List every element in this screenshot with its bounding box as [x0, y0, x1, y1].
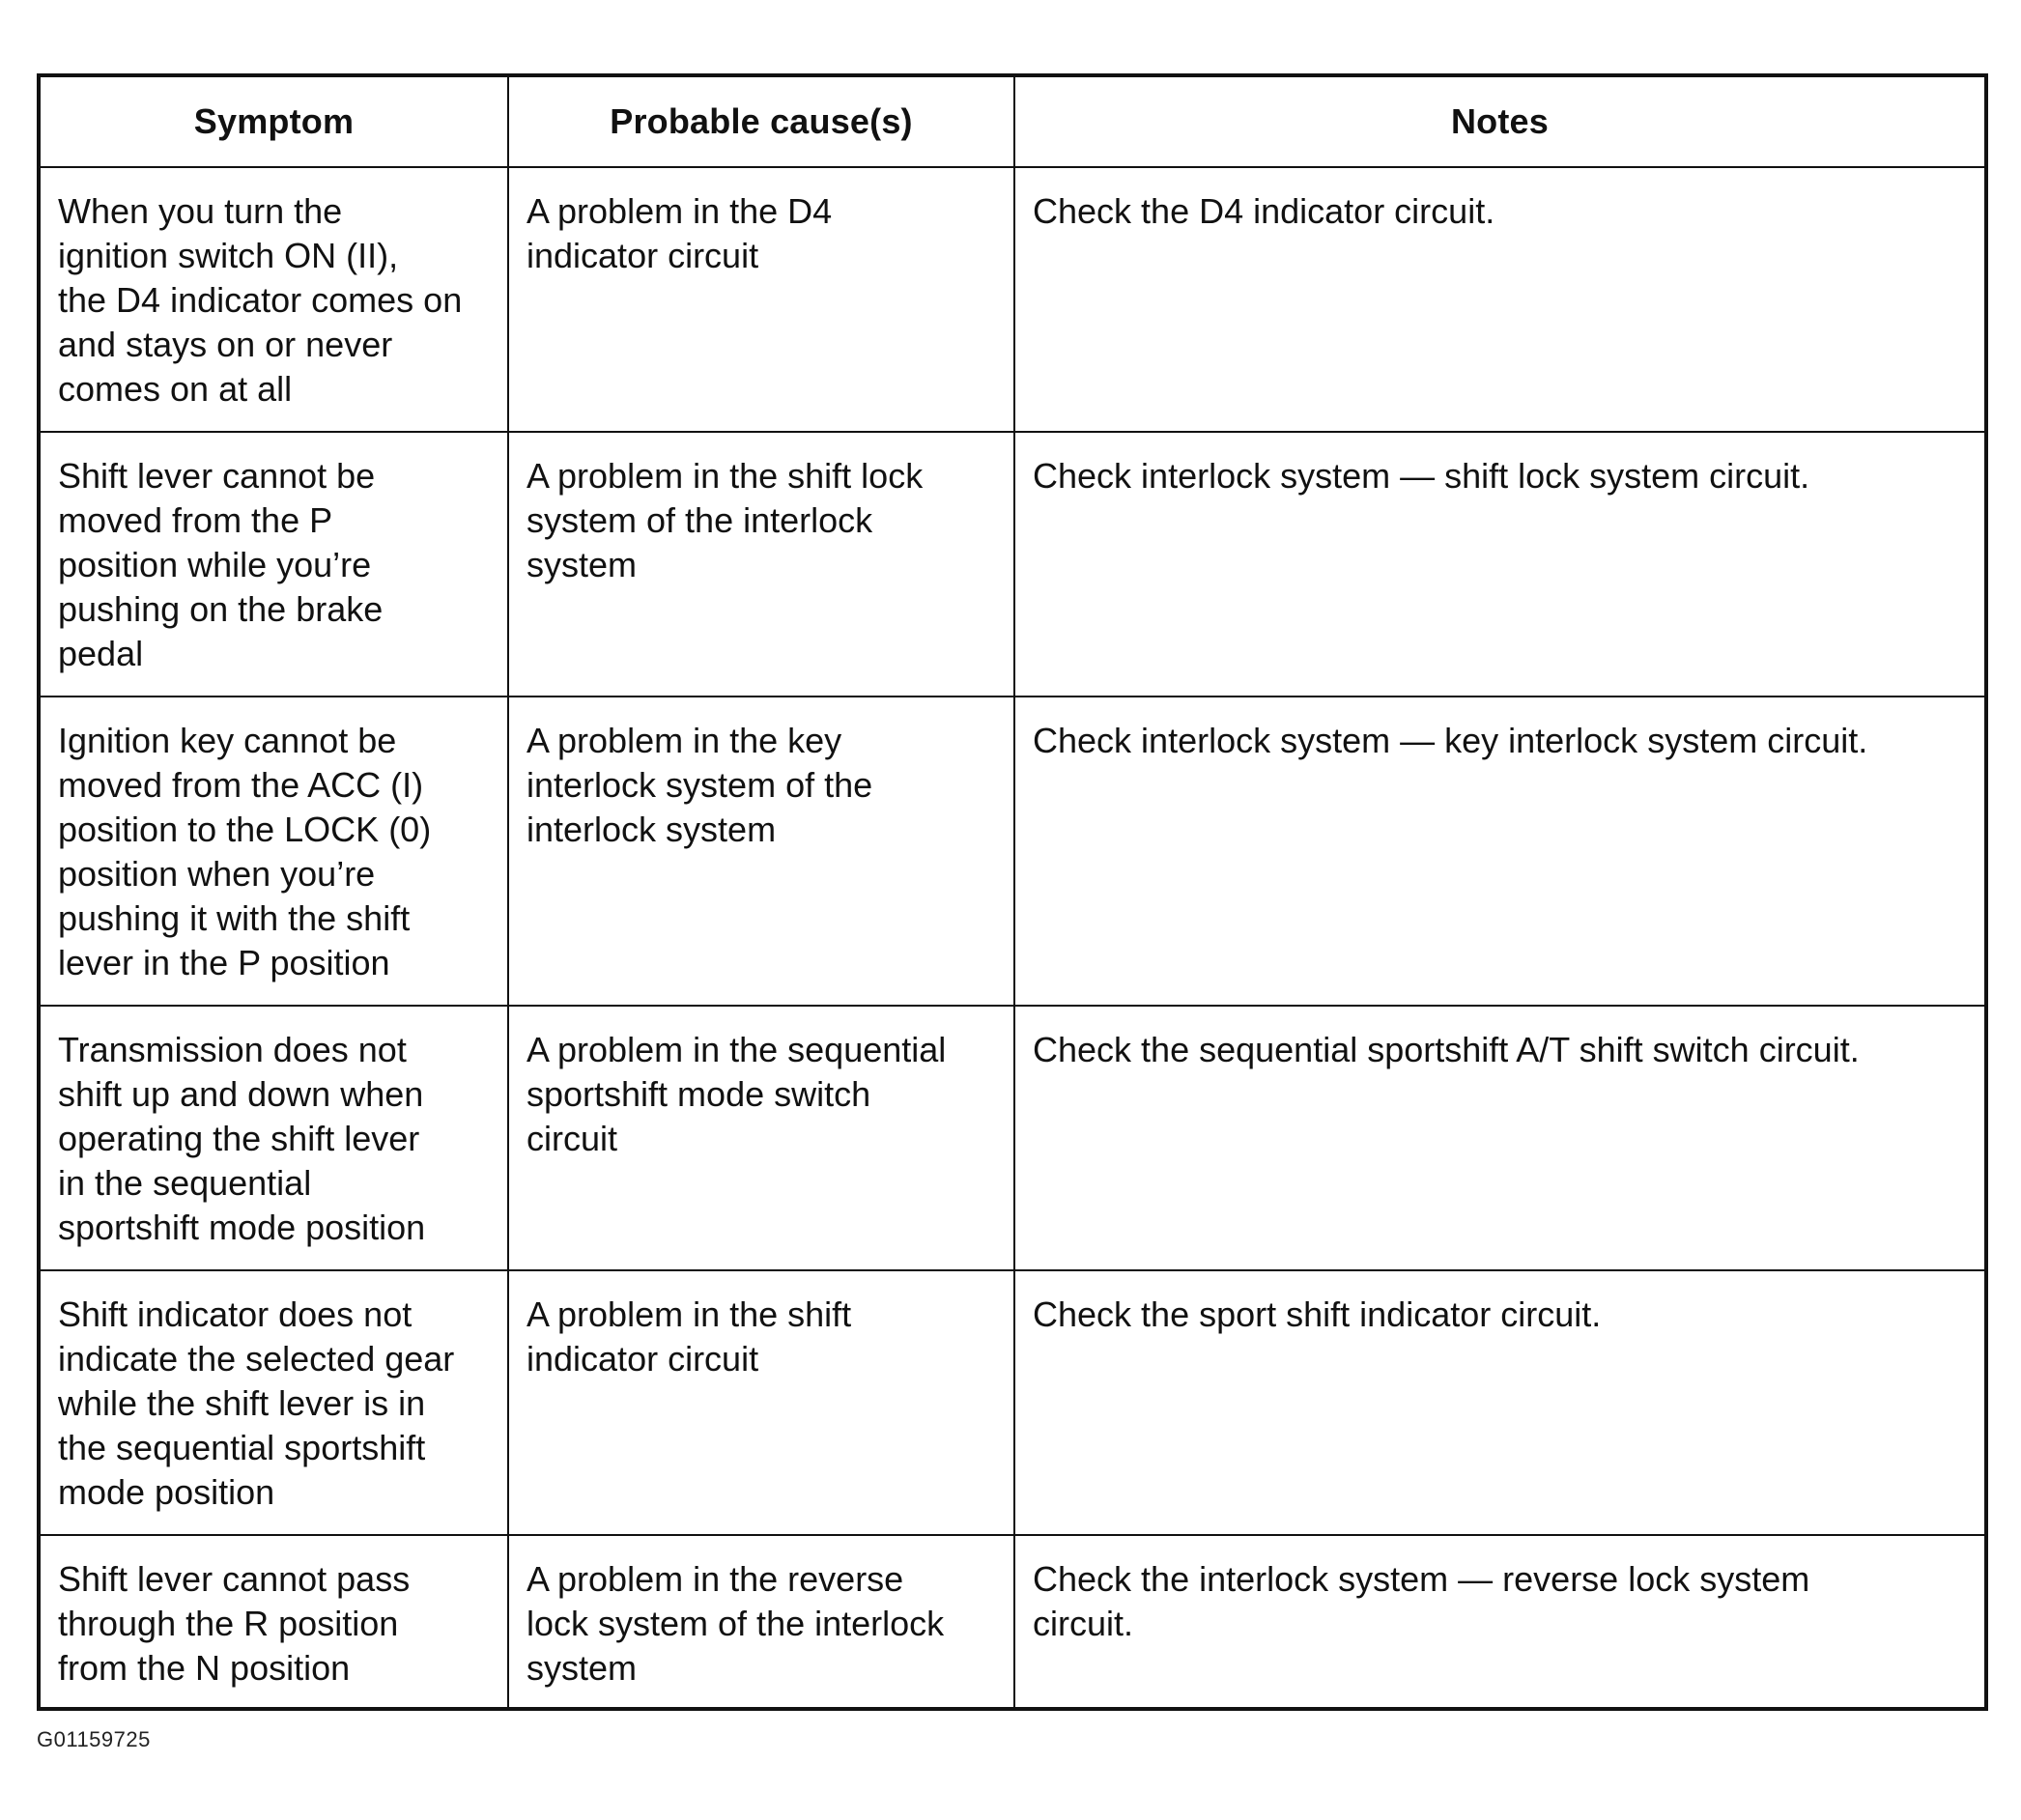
table-row	[39, 167, 1986, 432]
symptom-text: Shift lever cannot be moved from the P position while you’re pushing on the brake pedal	[58, 456, 384, 673]
symptom-text: Ignition key cannot be moved from the ACC (I) position to the LOCK (0) position when you’re pushing it with the shift lever in the P position	[58, 721, 432, 982]
symptom-cell	[39, 1535, 508, 1709]
table-row	[39, 432, 1986, 697]
cause-cell	[508, 697, 1014, 1006]
notes-cell	[1014, 1270, 1986, 1535]
cause-text: A problem in the shift indicator circuit	[527, 1294, 852, 1379]
table-row	[39, 1006, 1986, 1270]
column-header-symptom: Symptom	[39, 75, 508, 167]
cause-text: A problem in the sequential sportshift mode switch circuit	[527, 1030, 947, 1158]
notes-text: Check the D4 indicator circuit.	[1033, 191, 1495, 231]
symptom-text: When you turn the ignition switch ON (II), the D4 indicator comes on and stays on or never comes on at all	[58, 191, 463, 409]
table-header-row	[39, 75, 1986, 167]
notes-cell	[1014, 697, 1986, 1006]
cause-text: A problem in the key interlock system of the interlock system	[527, 721, 873, 849]
notes-text: Check interlock system — key interlock system circuit.	[1033, 721, 1868, 760]
symptom-cell	[39, 167, 508, 432]
symptom-text: Transmission does not shift up and down when operating the shift lever in the sequential sportshift mode position	[58, 1030, 426, 1247]
column-header-probable-causes: Probable cause(s)	[508, 75, 1014, 167]
notes-text: Check the sport shift indicator circuit.	[1033, 1294, 1602, 1334]
notes-cell	[1014, 1535, 1986, 1709]
cause-cell	[508, 432, 1014, 697]
column-header-notes: Notes	[1014, 75, 1986, 167]
notes-cell	[1014, 167, 1986, 432]
notes-text: Check interlock system — shift lock system circuit.	[1033, 456, 1810, 496]
cause-text: A problem in the reverse lock system of the interlock system	[527, 1559, 945, 1688]
troubleshooting-table	[37, 73, 1988, 1711]
symptom-text: Shift indicator does not indicate the selected gear while the shift lever is in the sequential sportshift mode position	[58, 1294, 455, 1512]
figure-id: G01159725	[37, 1727, 151, 1751]
cause-text: A problem in the D4 indicator circuit	[527, 191, 833, 275]
symptom-cell	[39, 697, 508, 1006]
notes-cell	[1014, 432, 1986, 697]
symptom-cell	[39, 1270, 508, 1535]
symptom-text: Shift lever cannot pass through the R position from the N position	[58, 1559, 411, 1688]
cause-cell	[508, 1535, 1014, 1709]
symptom-cell	[39, 1006, 508, 1270]
cause-cell	[508, 1270, 1014, 1535]
notes-text: Check the sequential sportshift A/T shift switch circuit.	[1033, 1030, 1860, 1069]
notes-cell	[1014, 1006, 1986, 1270]
notes-text: Check the interlock system — reverse lock system circuit.	[1033, 1559, 1810, 1643]
cause-cell	[508, 167, 1014, 432]
table-row	[39, 1535, 1986, 1709]
symptom-cell	[39, 432, 508, 697]
cause-text: A problem in the shift lock system of the interlock system	[527, 456, 924, 584]
table-row	[39, 1270, 1986, 1535]
cause-cell	[508, 1006, 1014, 1270]
table-row	[39, 697, 1986, 1006]
